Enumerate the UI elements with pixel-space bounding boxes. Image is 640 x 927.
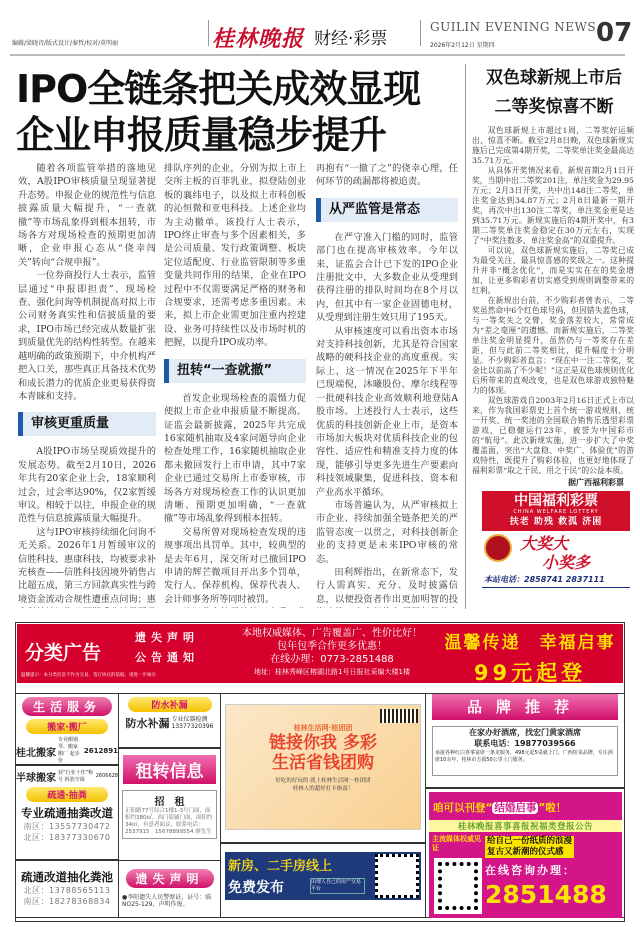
divider — [208, 20, 209, 46]
moving-ads — [15, 693, 119, 765]
side-headline — [476, 64, 632, 122]
drain-tag: 疏通·抽粪 — [26, 787, 108, 802]
paragraph: 在严守准入门槛的同时，监管部门也在提高审核效率。今年以来，证监会合计已下发的IPO企业注册批文中，大多数企业从受理到获得注册的排队时间均在8个月以内，但其中有一家企业固德电材，从受理到注册生效只用了195天。 — [316, 231, 458, 324]
lottery-ball-icon — [484, 534, 512, 562]
ad-phone: 2606628 — [95, 773, 118, 779]
divider — [482, 587, 630, 588]
article-column-1 — [18, 162, 156, 608]
ad-desc: 获“行业十佳”称号 拆装空调 — [58, 769, 94, 783]
paragraph: 再抱有“一撤了之”的侥幸心理，任何环节的疏漏都将被追责。 — [316, 163, 458, 188]
ad-name: 防水补漏 — [125, 717, 170, 730]
groupbuy-ad[interactable] — [225, 704, 421, 830]
classified-title: 分类广告 — [25, 642, 102, 664]
divider — [420, 20, 421, 46]
ad-desc: 专业搬钢琴、搬家搬厂 起步价 — [58, 737, 80, 764]
paragraph: 田利辉指出，在新常态下，发行人需真实、充分、及时披露信息，以便投资者作出更加明智的投 — [316, 566, 458, 605]
tag: 公告通知 — [135, 651, 199, 664]
ad-guibei-moving — [16, 737, 118, 765]
headline-line: IPO全链条把关成效显现 — [16, 67, 421, 111]
headline-line: 二等奖惊喜不断 — [494, 97, 614, 117]
paragraph: 市场普遍认为，从严审核拟上市企业、持续加强全链条把关的严监管态度一以贯之，对科技创新企业的支持更是未来IPO审核的常态。 — [316, 499, 458, 565]
text: 给自己一份纸质的浪漫 — [487, 836, 573, 846]
waterproof-ad — [118, 693, 221, 748]
ad-banqiu-moving — [16, 769, 118, 784]
text: ”啦！ — [538, 802, 567, 814]
rent-title: 租转信息 — [123, 755, 216, 784]
section-title: 财经·彩票 — [314, 29, 388, 49]
page-number: 07 — [596, 18, 633, 48]
ad-phone: 北区：13788565113 — [23, 886, 111, 895]
paragraph: 随着各项监管举措的落地见效，A股IPO审核质量呈现显著提升态势。申报企业的规范性与信息披露质量大幅提升，“一查就撤”等市场乱象得到根本扭转，市场各方对现场检查的预期更加清晰，企业申报心态从“侥幸闯关”转向“合规申报”。 — [18, 163, 156, 268]
paragraph: 可以说，双色球新规实施后，二等奖已成为最受关注、最具惊喜感的奖级之一。这种提升并非“概念优化”，而是实实在在的奖金增加，让更多购彩者切实感受到规则调整带来的红利。 — [472, 246, 634, 295]
ad-name: 桂北搬家 — [16, 747, 56, 759]
headline-line: 企业申报质量稳步提升 — [16, 113, 387, 157]
newspaper-logo: 桂林晚报 — [212, 26, 305, 52]
info-phone: 在线办理：0773-2851488 — [270, 654, 394, 665]
prize-slogan — [520, 534, 590, 572]
wedding-headline — [433, 800, 566, 815]
ad-name: 半球搬家 — [16, 773, 56, 784]
qr-code-icon — [380, 709, 418, 723]
prize-row — [484, 534, 634, 572]
info-line: 本地权威媒体、广告覆盖广、性价比好！ — [242, 628, 422, 639]
lottery-name: 中国福利彩票 — [514, 493, 598, 509]
side-column — [472, 126, 634, 588]
wedding-slogan — [485, 836, 574, 858]
promo-price: 99元起登 — [473, 661, 587, 685]
qr-code-icon — [375, 854, 419, 898]
paragraph: 交易所曾对现场检查发现的违规事项出具罚单。其中，较典型的是去年6月，深交所对已撤回IPO申请的辉芒微项目开出多个罚单，发行人、保荐机构、保荐代表人、会计师事务所等同时被罚。 — [164, 526, 306, 605]
brand-ad — [432, 726, 618, 776]
text: 结婚启事 — [494, 802, 537, 814]
column-rule — [465, 64, 466, 609]
ad-name: 疏通改道抽化粪池 — [21, 870, 113, 884]
ad-phone: 北区：18377330670 — [23, 833, 111, 842]
ad-phone: 13377320396 — [171, 723, 214, 730]
paragraph: 一位券商投行人士表示，监管层通过“申报即担责”、现场检查、强化问询等机制提高对拟上市公司财务真实性和信披质量的要求，IPO市场已经完成从数量扩张到质量优先的结构性转型。在越来越明确的政策预期下，中介机构严把入口关，那些真正具备技术优势和成长潜力的优质企业更易获得资本青睐和支持。 — [18, 270, 156, 402]
lottery-english: CHINA WELFARE LOTTERY — [513, 509, 599, 515]
wedding-side: 主流媒体权威见证 — [432, 835, 481, 852]
wedding-subtitle: 桂林晚报喜事喜报祝福类登报公告 — [429, 820, 622, 832]
classified-info — [227, 627, 437, 679]
brand-line: 在家办好酒席，找宏门黄家酒席 — [469, 728, 581, 737]
paragraph — [164, 606, 306, 608]
welfare-lottery-logo — [482, 491, 630, 531]
lost-title: 遗失声明 — [126, 869, 214, 888]
drain-ads — [15, 765, 119, 860]
ad-desc: 专业仪器检测 — [171, 716, 208, 723]
article-column-2 — [164, 162, 306, 608]
groupbuy-slogan: 链接你我 多彩 — [269, 733, 377, 753]
paragraph: 在新规出台前，不少购彩者曾表示，二等奖虽然命中6个红色球号码，但因错失蓝色球，与一等奖失之交臂，奖金落差较大，常常成为“差之毫厘”的遗憾。而新规实施后，二等奖单注奖金明显提升，虽然仍与一等奖存在差距，但与此前二等奖相比，提升幅度十分明显。不少购彩者直言：“现在中一注二等奖，奖金比以前高了不少呢！”这正是双色球规则优化后所带来的直观改变，也是双色球游戏独特魅力的体现。 — [472, 296, 634, 395]
lottery-slogan: 扶老 助残 救孤 济困 — [509, 517, 603, 527]
paragraph: 从具体开奖情况来看，新规首期2月1日开奖，当期中出二等奖201注，单注奖金为29.95万元；2月3日开奖，共中出148注二等奖，单注奖金达到34.87万元；2月8日最新一期开奖，再次中出130注二等奖，单注奖金更是达到35.71万元。新规实施后的4期开奖中，有3期二等奖单注奖金稳定在30万元左右，实现了“中奖注数多、单注奖金高”的双重提升。 — [472, 166, 634, 245]
paragraph: 双色球游戏自2003年2月16日正式上市以来，作为我国彩票史上首个统一游戏规则、统一开奖、统一奖池的全国联合销售乐透型彩票游戏，已稳健运行23年，被誉为中国彩市的“航母”。此次新规实施，进一步扩大了中奖覆盖面，突出“大盘稳、中奖广、体验优”的游戏特性，既提升了购彩体验，也更好地体现了福利彩票“取之于民、用之于民”的公益本质。 — [472, 396, 634, 475]
prize-line: 小奖多 — [542, 553, 591, 572]
issue-date: 2026年2月12日 星期四 — [430, 42, 495, 49]
lost-text: ●李阳遗失人民警察证，证号：临NO25-129，声明作废。 — [122, 894, 212, 908]
ad-phone: 南区：13557730472 — [23, 822, 111, 831]
info-line: 包年包季合作更多优惠！ — [277, 641, 387, 652]
paragraph: 首发企业现场检查的震慑力促使拟上市企业申报质量不断提高。证监会最新披露，2025年共完成16家随机抽取及4家问题导向企业检查处理工作，16家随机抽取企业都未撤回发行上市申请，其中7家企业已通过交易所上市委审核，市场各方对现场检查工作的认识更加清晰、预期更加明确，“一查就撤”等市场乱象得到根本扭转。 — [164, 392, 306, 525]
classified-tags — [135, 628, 225, 668]
moving-tag: 搬家·搬厂 — [26, 719, 108, 734]
english-name: GUILIN EVENING NEWS — [430, 20, 597, 34]
wedding-phone: 2851488 — [485, 880, 607, 909]
ad-name: 专业疏通抽粪改道 — [21, 806, 113, 820]
house-slogan: 免费发布 — [228, 880, 284, 896]
house-slogan: 新房、二手房线上 — [228, 859, 333, 874]
tag: 遗失声明 — [135, 631, 199, 644]
section-heading: 从严监管是常态 — [316, 198, 458, 222]
house-text: 由理人自己的房产交易平台 — [310, 878, 365, 894]
paragraph: A股IPO市场呈现质效提升的发展态势。截至2月10日，2026年共有20家企业上会，18家顺利过会，过会率达90%，仅2家暂缓审议。相较于以往，申报企业的规范性与信息披露质量大幅提升。 — [18, 446, 156, 525]
drain-ad-2 — [15, 860, 119, 918]
rent-ad — [118, 748, 221, 861]
info-address: 地址：桂林秀峰区榕湖北路1号日报社采编大楼1楼 — [254, 668, 410, 676]
brand-phone: 联系电话：19877039566 — [474, 739, 576, 748]
article-column-3 — [316, 162, 458, 608]
article-source: 据广西福利彩票 — [568, 478, 624, 487]
waterproof-row — [119, 715, 220, 731]
groupbuy-brand: 桂林生活网·桂团团 — [293, 724, 353, 732]
lost-notice-ad — [118, 860, 221, 918]
text: 咱可以刊登“ — [433, 802, 493, 814]
editor-credits: 编辑/梁晓诗/版式设计/秦哲/校对/莫明丽 — [12, 40, 119, 47]
paragraph: 从审核速度可以看出资本市场对支持科技创新，尤其是符合国家战略的硬科技企业的高度重视。实际上，这一情况在2025年下半年已现端倪，沐曦股份、摩尔线程等一批硬科技企业高效顺利地登陆A股市场。上述投行人士表示，这些优质的科技创新企业上市，是资本市场加大板块对优质科技企业的包容性、适应性和精准支持力度的体现，能够引导更多先进生产要素向科技领域聚集，促进科技、资本和产业高水平循环。 — [316, 325, 458, 498]
lottery-phone: 本站电话：2858741 2837111 — [484, 575, 605, 584]
classified-banner — [17, 624, 623, 683]
text: 复古又新潮的仪式感 — [487, 847, 564, 857]
classified-promo — [437, 628, 623, 687]
prize-line: 大奖大 — [520, 534, 569, 553]
paragraph: 这与IPO审核持续细化问询不无关系。2026年1月暂缓审议的信胜科技、惠康科技，均被要求补充核查——信胜科技因境外销售占比超五成，第三方回款真实性与跨境资金流动合规性遭重点问询；惠 — [18, 526, 156, 605]
classified-notice: 温馨提示：本分类信息不作为交易、签订协议的依据，请进一步核实 — [21, 673, 156, 678]
groupbuy-text: 好吃的好玩的 就上桂林生活网－桂团团 — [275, 778, 371, 784]
waterproof-tag: 防水补漏 — [128, 697, 212, 712]
section-heading: 扭转“一查就撤” — [164, 359, 306, 383]
headline-line: 双色球新规上市后 — [486, 68, 622, 88]
ad-phone: 南区：18278368834 — [23, 897, 111, 906]
section-heading: 审核更重质量 — [18, 412, 156, 436]
ad-phone: 2612891 — [83, 747, 118, 755]
house-listing-ad[interactable] — [225, 852, 421, 900]
qr-code-icon — [434, 858, 482, 914]
side-article-body — [472, 126, 634, 476]
main-headline — [16, 66, 466, 158]
brand-title: 品牌推荐 — [432, 694, 618, 720]
life-service-title: 生活服务 — [22, 697, 112, 716]
brand-desc: 承接各种红白喜事宴席一条龙服务，498元起5桌就上门。广西桂菜品牌，专注酒席10余年，桂林市方圆50公里上门服务。 — [435, 750, 613, 763]
header-rule — [10, 54, 625, 56]
promo-text: 温馨传递 幸福启事 — [444, 633, 616, 653]
groupbuy-slogan: 生活省钱团购 — [272, 753, 374, 773]
groupbuy-text: 桂林人的超好打卡指南！ — [292, 786, 354, 792]
paragraph: 排队序列的企业，分别为拟上市上交所主板的百菲乳业，拟登陆创业板的襄纬电子，以及拟上市科创板的沁恒微和亚电科技。上述企业均为主动撤单。该投行人士表示，IPO终止审查与多个因素相关，多是公司质量、发行政策调整、板块定位适配度、行业监管限制等多重变量共同作用的结果，企业在IPO过程中不仅需要满足严格的财务和合规要求，还需考虑多重因素。未来，拟上市企业需更加注重内控建设、业务可持续性以及市场时机的把握，以提升IPO成功率。 — [164, 163, 306, 349]
rent-text: 正阳路77号综合1楼1-3号门面，面积约380㎡，西门街铺门面，面积约34㎡，有意者面议，联系电话：2537915 15678899554 廖先生 — [125, 808, 213, 835]
wedding-consult: 在线咨询办理： — [485, 864, 576, 877]
rent-subtitle: 招 租 — [154, 797, 185, 808]
paragraph: 双色球新规上市超过1周，二等奖好运频出、惊喜不断。截至2月8日晚，双色球新规实施后已完成第4期开奖，二等奖单注奖金最高达35.71万元。 — [472, 126, 634, 165]
